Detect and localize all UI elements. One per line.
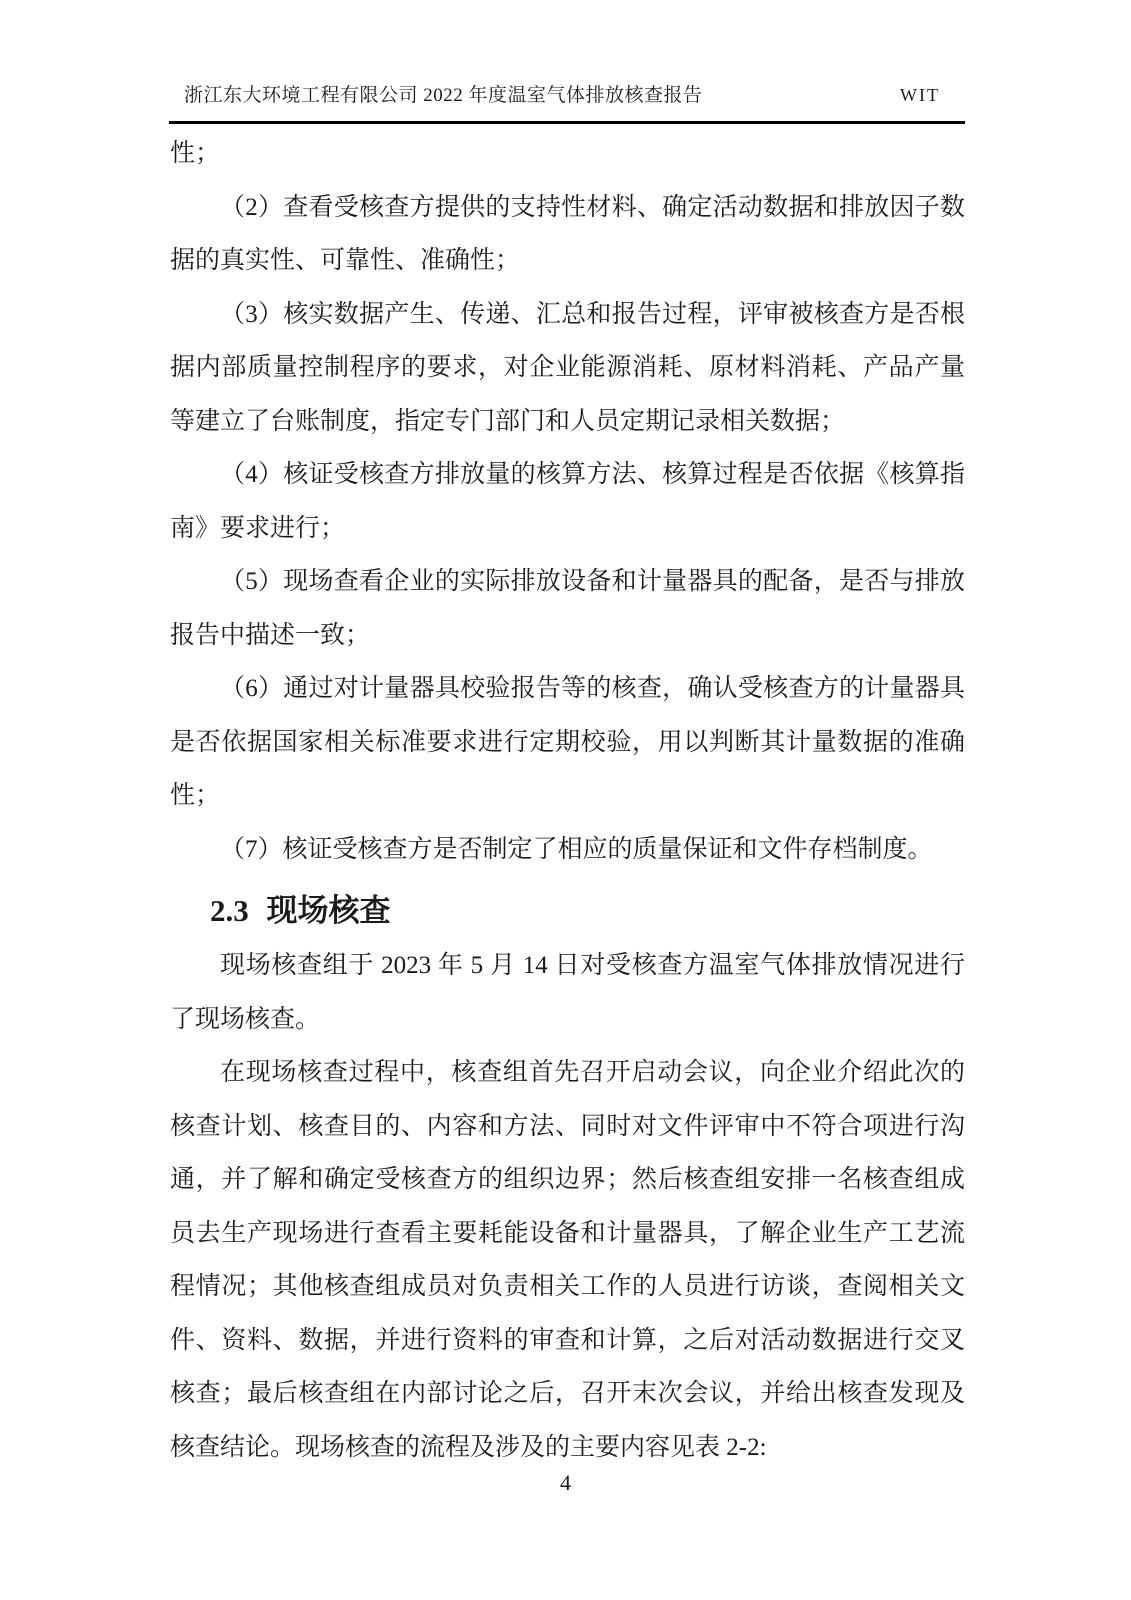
- section-heading-2-3: 2.3 现场核查: [210, 893, 391, 928]
- header-title: 浙江东大环境工程有限公司 2022 年度温室气体排放核查报告: [184, 85, 703, 106]
- page-header: [170, 80, 966, 107]
- header-divider: [169, 121, 965, 124]
- paragraph-item-5: （5）现场查看企业的实际排放设备和计量器具的配备，是否与排放报告中描述一致；: [170, 568, 965, 649]
- paragraph-site-visit-date: 现场核查组于 2023 年 5 月 14 日对受核查方温室气体排放情况进行了现场核查。: [170, 952, 965, 1033]
- paragraph-continuation: 性；: [170, 140, 221, 167]
- page-number: 4: [560, 1470, 571, 1495]
- paragraph-site-visit-process: 在现场核查过程中，核查组首先召开启动会议，向企业介绍此次的核查计划、核查目的、内容和方法、同时对文件评审中不符合项进行沟通，并了解和确定受核查方的组织边界；然后核查组安排一名核查组成员去生产现场进行查看主要耗能设备和计量器具，了解企业生产工艺流程情况；其他核查组成员对负责相关工作的人员进行访谈，查阅相关文件、资料、数据，并进行资料的审查和计算，之后对活动数据进行交叉核查；最后核查组在内部讨论之后，召开末次会议，并给出核查发现及核查结论。现场核查的流程及涉及的主要内容见表 2-2:: [170, 1059, 965, 1461]
- paragraph-item-3: （3）核实数据产生、传递、汇总和报告过程，评审被核查方是否根据内部质量控制程序的要求，对企业能源消耗、原材料消耗、产品产量等建立了台账制度，指定专门部门和人员定期记录相关数据；: [170, 300, 965, 435]
- paragraph-item-2: （2）查看受核查方提供的支持性材料、确定活动数据和排放因子数据的真实性、可靠性、准确性；: [170, 193, 965, 274]
- paragraph-item-4: （4）核证受核查方排放量的核算方法、核算过程是否依据《核算指南》要求进行；: [170, 461, 965, 542]
- paragraph-item-7: （7）核证受核查方是否制定了相应的质量保证和文件存档制度。: [220, 835, 933, 863]
- document-body: [170, 127, 965, 1474]
- paragraph-item-6: （6）通过对计量器具校验报告等的核查，确认受核查方的计量器具是否依据国家相关标准要求进行定期校验，用以判断其计量数据的准确性；: [170, 675, 965, 809]
- header-logo: WIT: [900, 85, 940, 105]
- page-footer: [0, 1470, 1131, 1496]
